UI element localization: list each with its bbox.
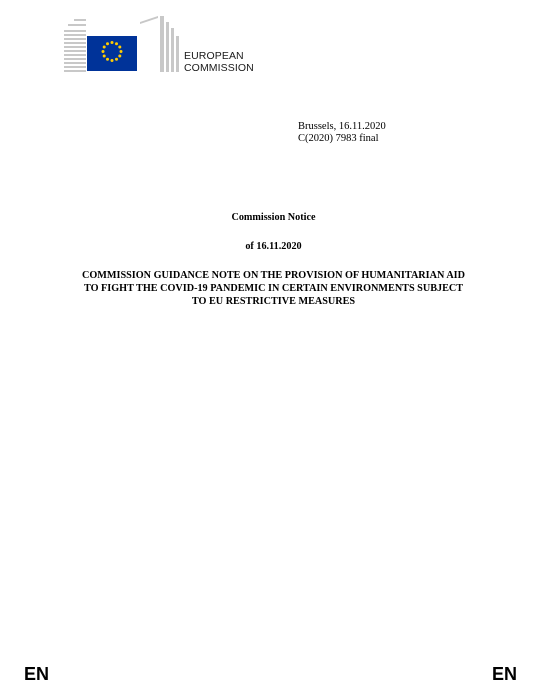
logo-line-commission: COMMISSION <box>184 62 254 74</box>
logo-line-european: EUROPEAN <box>184 50 244 62</box>
commission-building-icon <box>64 14 180 74</box>
european-commission-logo <box>64 14 264 76</box>
language-code-right: EN <box>492 664 518 684</box>
title-line: TO FIGHT THE COVID-19 PANDEMIC IN CERTAIN ENVIRONMENTS SUBJECT <box>83 283 464 294</box>
document-reference <box>298 121 386 145</box>
notice-title <box>40 269 507 308</box>
logo-wordmark <box>184 50 254 74</box>
title-line: COMMISSION GUIDANCE NOTE ON THE PROVISION OF HUMANITARIAN AID <box>81 270 465 281</box>
document-number: C(2020) 7983 final <box>298 133 379 144</box>
language-code-left: EN <box>24 664 50 684</box>
notice-type: Commission Notice <box>231 212 316 223</box>
title-line: TO EU RESTRICTIVE MEASURES <box>191 296 356 307</box>
place-date: Brussels, 16.11.2020 <box>298 121 386 132</box>
notice-date: of 16.11.2020 <box>245 241 302 252</box>
